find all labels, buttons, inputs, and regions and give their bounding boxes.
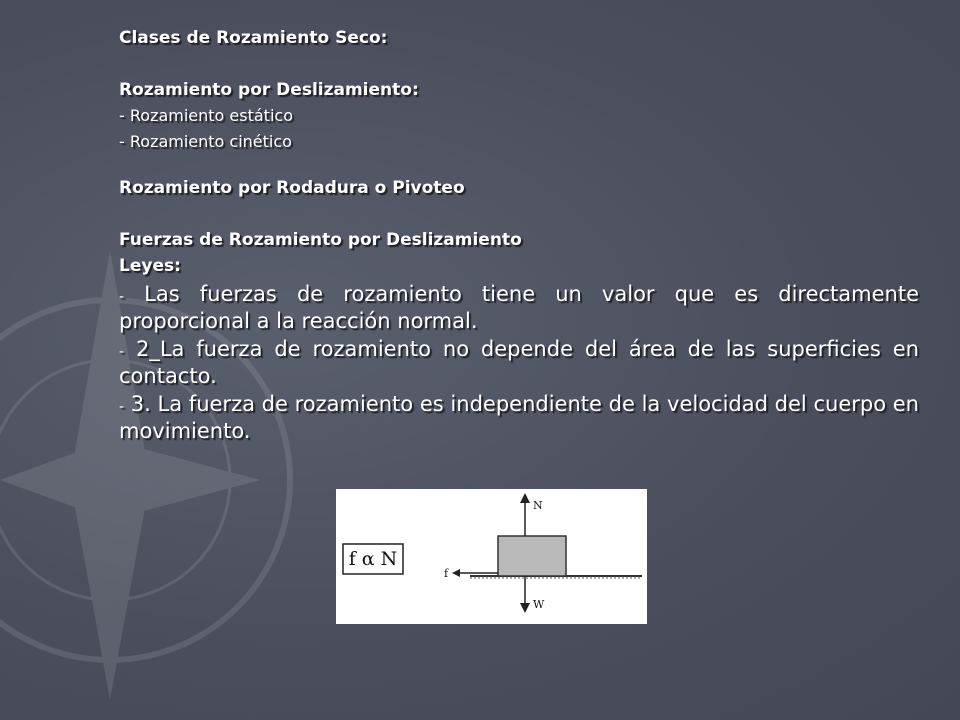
friction-diagram — [336, 489, 647, 624]
law-text-3: 3. La fuerza de rozamiento es independiente de la velocidad del cuerpo en movimiento. — [119, 392, 919, 443]
normal-label: N — [533, 499, 543, 512]
laws-label: Leyes: — [119, 256, 181, 276]
law-item-1 — [119, 282, 919, 333]
normal-arrow-icon — [520, 493, 530, 503]
bullet-dash: - — [119, 289, 125, 305]
friction-arrow-icon — [452, 569, 460, 577]
weight-label: W — [533, 598, 545, 611]
law-text-2: 2_La fuerza de rozamiento no depende del área de las superficies en contacto. — [119, 337, 919, 388]
relation-label: f α N — [348, 548, 398, 570]
list-item-kinetic: - Rozamiento cinético — [119, 132, 292, 151]
list-item-static: - Rozamiento estático — [119, 106, 293, 125]
friction-diagram-svg — [336, 489, 647, 624]
slide-title: Clases de Rozamiento Seco: — [119, 28, 388, 48]
slide-content — [119, 28, 919, 443]
block — [498, 536, 566, 576]
law-item-3 — [119, 392, 919, 443]
sliding-heading: Rozamiento por Deslizamiento: — [119, 80, 419, 100]
forces-heading: Fuerzas de Rozamiento por Deslizamiento — [119, 230, 522, 250]
friction-label: f — [444, 567, 449, 580]
weight-arrow-icon — [520, 603, 530, 613]
bullet-dash: - — [119, 344, 125, 360]
law-item-2 — [119, 337, 919, 388]
rolling-heading: Rozamiento por Rodadura o Pivoteo — [119, 178, 465, 198]
bullet-dash: - — [119, 399, 125, 415]
law-text-1: Las fuerzas de rozamiento tiene un valor que es directamente proporcional a la reacción normal. — [119, 282, 919, 333]
